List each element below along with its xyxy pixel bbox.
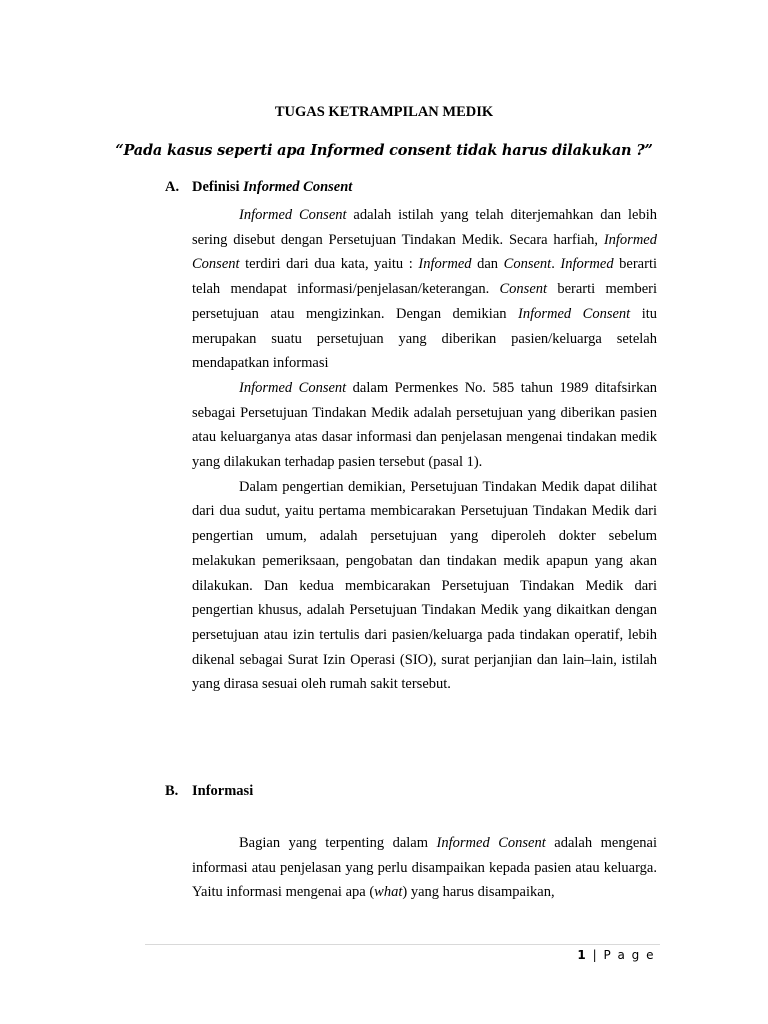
section-a-heading xyxy=(165,179,352,196)
section-b-paragraph-1 xyxy=(192,831,657,905)
section-b-body xyxy=(192,831,657,905)
term-informed-consent: Informed Consent xyxy=(436,835,546,851)
page-separator: | xyxy=(587,948,604,962)
paragraph-text: dalam Permenkes No. 585 tahun 1989 ditafsirkan sebagai Persetujuan Tindakan Medik adalah persetujuan yang diberikan pasien atau keluarganya atas dasar informasi dan penjelasan mengenai tindakan medik yang dilakukan terhadap pasien tersebut (pasal 1). xyxy=(192,379,658,471)
paragraph-text: dan xyxy=(471,256,504,273)
term-informed: Informed xyxy=(560,256,614,273)
paragraph-text: itu merupakan suatu persetujuan yang diberikan pasien/keluarga setelah mendapatkan informasi xyxy=(192,305,658,372)
section-a-paragraph-1 xyxy=(192,203,657,376)
section-a-label: Definisi xyxy=(192,179,244,195)
paragraph-text: . xyxy=(551,256,561,273)
term-informed-consent: Informed Consent xyxy=(239,207,347,223)
footer-divider xyxy=(145,944,660,945)
page-footer xyxy=(577,948,655,962)
paragraph-text: Bagian yang terpenting dalam xyxy=(239,835,437,851)
paragraph-text: adalah mengenai informasi atau penjelasan yang perlu disampaikan kepada pasien atau keluarga. Yaitu informasi mengenai apa ( xyxy=(192,835,658,901)
term-what: what xyxy=(374,884,403,901)
section-a-paragraph-3: Dalam pengertian demikian, Persetujuan Tindakan Medik dapat dilihat dari dua sudut, yaitu pertama membicarakan Persetujuan Tindakan Medik dari pengertian umum, adalah persetujuan yang diperoleh dokter sebelum melakukan pemeriksaan, pengobatan dan tindakan medik apapun yang akan dilakukan. Dan kedua membicarakan Persetujuan Tindakan Medik dari pengertian khusus, adalah Persetujuan Tindakan Medik yang dikaitkan dengan persetujuan atau izin tertulis dari pasien/keluarga pada tindakan operatif, lebih dikenal sebagai Surat Izin Operasi (SIO), surat perjanjian dan lain–lain, istilah yang dirasa sesuai oleh rumah sakit tersebut. xyxy=(192,478,657,693)
term-consent: Consent xyxy=(503,256,552,273)
paragraph-text: adalah istilah yang telah diterjemahkan dan lebih sering disebut dengan Persetujuan Tindakan Medik. Secara harfiah, xyxy=(192,207,658,248)
term-informed-consent: Informed Consent xyxy=(518,305,631,322)
page-label: P a g e xyxy=(603,948,655,962)
section-b-letter: B. xyxy=(165,783,179,799)
document-title: TUGAS KETRAMPILAN MEDIK xyxy=(274,104,494,120)
section-a-paragraph-2 xyxy=(192,376,657,475)
term-consent: Consent xyxy=(499,281,548,298)
paragraph-text: ) yang harus disampaikan, xyxy=(402,884,555,901)
section-b-label: Informasi xyxy=(192,783,254,799)
page-number: 1 xyxy=(577,948,588,962)
term-informed: Informed xyxy=(418,256,472,273)
section-b-heading xyxy=(165,783,253,800)
section-a-label-italic: Informed Consent xyxy=(243,179,353,195)
section-a-body xyxy=(192,203,657,697)
paragraph-text: berarti memberi persetujuan atau mengizinkan. Dengan demikian xyxy=(192,281,658,322)
term-informed-consent: Informed Consent xyxy=(192,231,657,273)
term-informed-consent: Informed Consent xyxy=(239,379,347,396)
paragraph-text: berarti telah mendapat informasi/penjelasan/keterangan. xyxy=(192,256,658,298)
paragraph-text: terdiri dari dua kata, yaitu : xyxy=(239,256,419,273)
assignment-question: “Pada kasus seperti apa Informed consent tidak harus dilakukan ?” xyxy=(115,142,653,159)
section-a-letter: A. xyxy=(165,179,180,195)
